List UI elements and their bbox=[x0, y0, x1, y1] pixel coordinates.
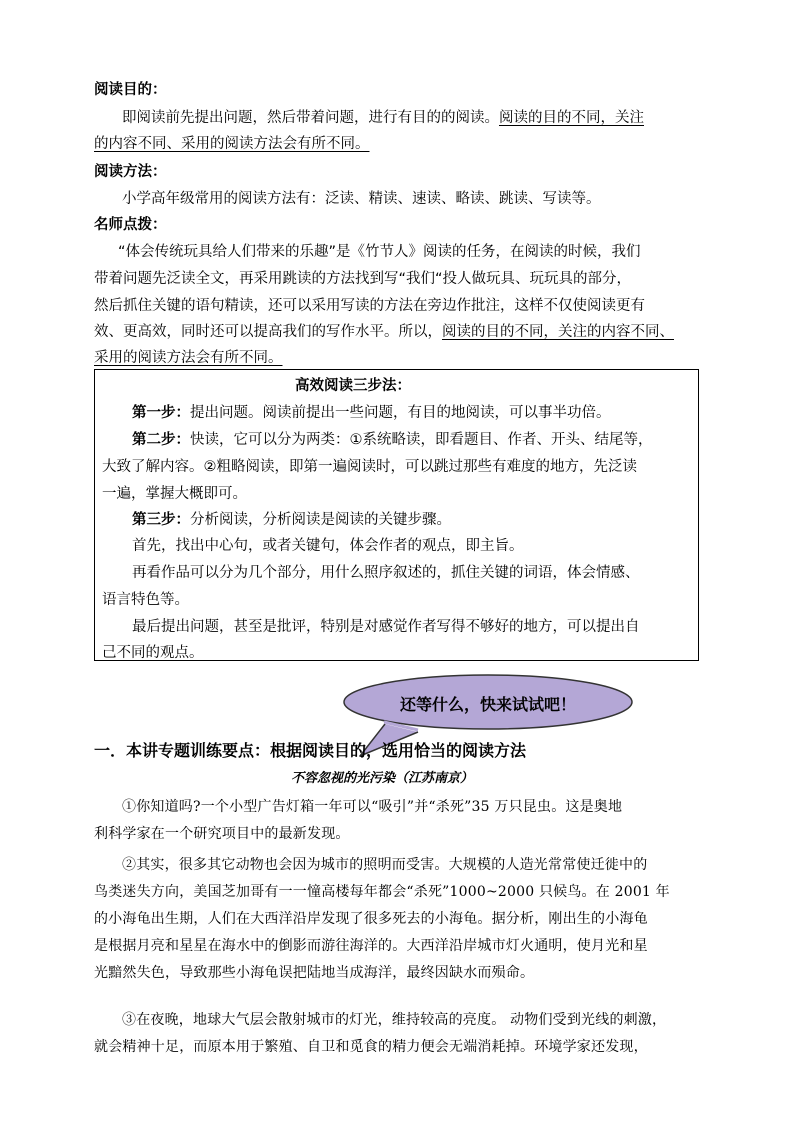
box-paragraph-2-line-1: 再看作品可以分为几个部分，用什么照序叙述的，抓住关键的词语，体会情感、 bbox=[132, 565, 640, 581]
purpose-line-2: 的内容不同、采用的阅读方法会有所不同。 bbox=[94, 136, 370, 152]
step1-line: 第一步：提出问题。阅读前提出一些问题，有目的地阅读，可以事半功倍。 bbox=[132, 405, 611, 421]
article-p2-line-1: ②其实，很多其它动物也会因为城市的照明而受害。大规模的人造光常常使迁徙中的 bbox=[122, 857, 648, 873]
method-heading: 阅读方法： bbox=[94, 164, 167, 180]
step2-line-2: 大致了解内容。②粗略阅读，即第一遍阅读时，可以跳过那些有难度的地方，先泛读 bbox=[102, 459, 637, 475]
tip-line-5: 采用的阅读方法会有所不同。 bbox=[94, 350, 283, 366]
step2-line-3: 一遍，掌握大概即可。 bbox=[102, 486, 247, 502]
tip-line-2: 带着问题先泛读全文，再采用跳读的方法找到写“我们“投人做玩具、玩玩具的部分， bbox=[94, 271, 632, 287]
step3-line: 第三步：分析阅读，分析阅读是阅读的关键步骤。 bbox=[132, 512, 451, 528]
article-p2-line-4: 是根据月亮和星星在海水中的倒影而游往海洋的。大西洋沿岸城市灯火通明，使月光和星 bbox=[94, 938, 648, 954]
article-p2-line-5: 光黯然失色，导致那些小海龟误把陆地当成海洋，最终因缺水而殒命。 bbox=[94, 965, 535, 981]
tip-line-4: 效、更高效，同时还可以提高我们的写作水平。所以，阅读的目的不同，关注的内容不同、 bbox=[94, 324, 674, 340]
box-paragraph-3-line-2: 己不同的观点。 bbox=[102, 645, 204, 661]
tip-line-3: 然后抓住关键的语句精读，还可以采用写读的方法在旁边作批注，这样不仅使阅读更有 bbox=[94, 298, 645, 314]
step2-line-1: 第二步：快读，它可以分为两类：①系统略读，即看题目、作者、开头、结尾等， bbox=[132, 432, 653, 448]
article-p1-line-1: ①你知道吗?一个小型广告灯箱一年可以“吸引”并“杀死”35 万只昆虫。这是奥地 bbox=[122, 799, 623, 815]
article-p1-line-2: 利科学家在一个研究项目中的最新发现。 bbox=[94, 826, 350, 842]
box-paragraph-2-line-2: 语言特色等。 bbox=[102, 592, 189, 608]
article-p2-line-2: 鸟类迷失方向，美国芝加哥有一一憧高楼每年都会“杀死”1000~2000 只候鸟。在 2001 年 bbox=[94, 884, 670, 900]
purpose-line-1: 即阅读前先提出问题，然后带着问题，进行有目的的阅读。阅读的目的不同，关注 bbox=[122, 110, 644, 126]
box-title: 高效阅读三步法： bbox=[295, 378, 411, 394]
box-paragraph-3-line-1: 最后提出问题，甚至是批评，特别是对感觉作者写得不够好的地方，可以提出自 bbox=[132, 619, 640, 635]
tip-line-1: “体会传统玩具给人们带来的乐趣”是《竹节人》阅读的任务，在阅读的时候，我们 bbox=[118, 244, 641, 260]
article-p2-line-3: 的小海龟出生期，人们在大西洋沿岸发现了很多死去的小海龟。据分析，刚出生的小海龟 bbox=[94, 911, 648, 927]
box-paragraph-1: 首先，找出中心句，或者关键句，体会作者的观点，即主旨。 bbox=[132, 538, 524, 554]
method-line-1: 小学高年级常用的阅读方法有：泛读、精读、速读、略读、跳读、写读等。 bbox=[122, 191, 601, 207]
article-p3-line-1: ③在夜晚，地球大气层会散射城市的灯光，维持较高的亮度。 动物们受到光线的刺激， bbox=[122, 1012, 667, 1028]
speech-bubble-text: 还等什么，快来试试吧！ bbox=[399, 695, 576, 714]
article-p3-line-2: 就会精神十足，而原本用于繁殖、自卫和觅食的精力便会无端消耗掉。环境学家还发现， bbox=[94, 1039, 648, 1055]
purpose-heading: 阅读目的： bbox=[94, 82, 167, 98]
section-heading: 一．本讲专题训练要点：根据阅读目的，选用恰当的阅读方法 bbox=[94, 741, 527, 760]
article-title: 不容忽视的光污染（江苏南京） bbox=[291, 771, 474, 786]
tip-heading: 名师点拨： bbox=[94, 217, 167, 233]
